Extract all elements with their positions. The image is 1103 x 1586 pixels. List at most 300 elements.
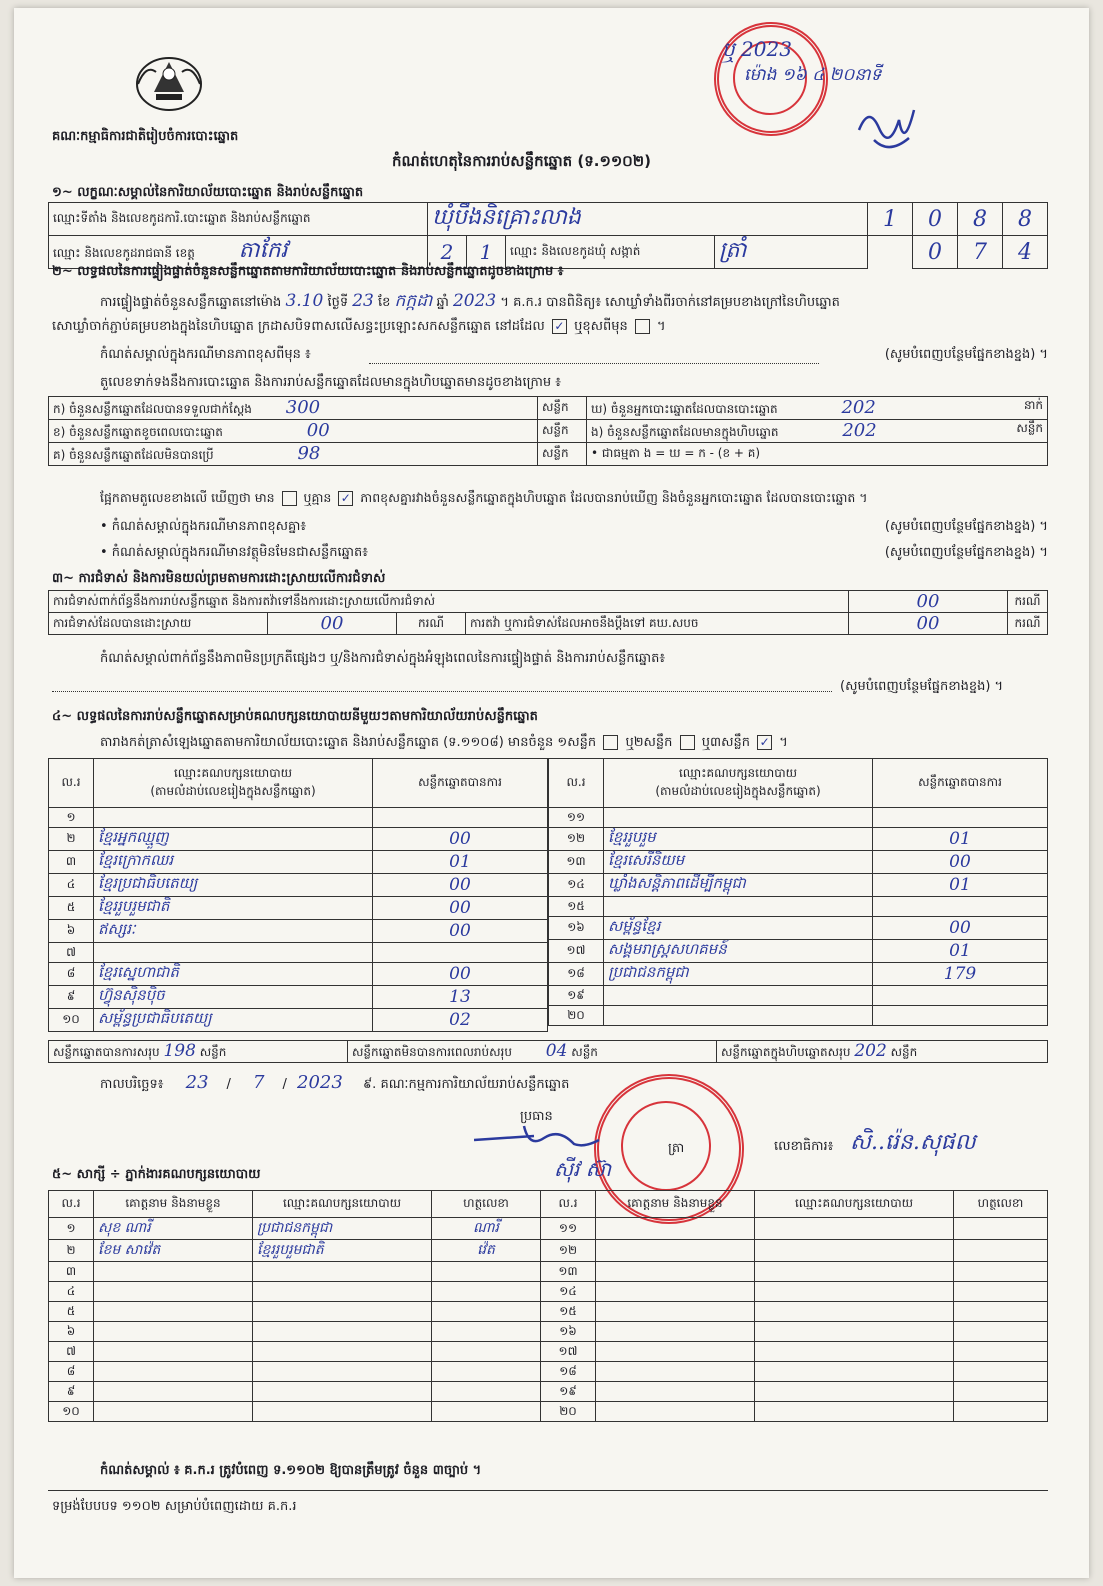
- date-label: កាលបរិច្ឆេទ៖: [100, 1077, 164, 1092]
- total-invalid: [348, 1041, 717, 1063]
- row-no: ២: [49, 828, 94, 851]
- verify-time: 3.10: [285, 291, 324, 311]
- witness-signature: [954, 1362, 1048, 1382]
- chair-name: ស៊ីវ ស៊ា: [554, 1157, 612, 1181]
- count-e-value: 202: [842, 420, 877, 441]
- changed-label: ឬខុសពីមុន: [574, 319, 628, 334]
- location-code-digit: 1: [868, 203, 913, 236]
- table-row: [549, 1006, 1048, 1026]
- date-month: 7: [253, 1072, 265, 1093]
- row-no: ១១: [549, 808, 604, 828]
- table-row: [549, 963, 1048, 986]
- party-name: ខ្មែរក្រោកឈរ: [94, 851, 373, 874]
- complaint-value: 00: [849, 591, 1008, 613]
- verify-text-d: ឆ្នាំ: [436, 295, 449, 310]
- witness-signature: [432, 1342, 541, 1362]
- diff-note-fill: (សូមបំពេញបន្ថែមផ្នែកខាងខ្នង) ។: [884, 347, 1048, 362]
- col-party-subtitle: (តាមលំដាប់លេខរៀងក្នុងសន្លឹកឆ្នោត): [150, 784, 316, 798]
- witness-name: [94, 1262, 253, 1282]
- results-table-left: [48, 758, 548, 1032]
- vote-count: [873, 986, 1048, 1006]
- col-party-header: [604, 759, 873, 808]
- witness-party: [755, 1262, 954, 1282]
- total-box: [717, 1041, 1048, 1063]
- witness-name: [94, 1302, 253, 1322]
- party-name: សង្គមរាស្ត្រសហគមន៍: [604, 940, 873, 963]
- count-row-d: [587, 397, 1048, 420]
- table-row: [49, 1262, 1048, 1282]
- row-no: ៧: [49, 943, 94, 963]
- witness-signature: [954, 1262, 1048, 1282]
- witness-party: [253, 1382, 432, 1402]
- witness-name: [596, 1382, 755, 1402]
- row-no: ១៧: [549, 940, 604, 963]
- witness-name: [596, 1282, 755, 1302]
- col-party-title: ឈ្មោះគណបក្សនយោបាយ: [173, 766, 293, 780]
- witness-name: សុខ ណារី: [94, 1218, 253, 1240]
- location-value: [428, 203, 868, 236]
- vote-count: 00: [373, 897, 548, 920]
- party-name: [604, 1006, 873, 1026]
- date-day: 23: [185, 1072, 209, 1093]
- commune-label: ឈ្មោះ និងលេខកូដឃុំ សង្កាត់: [506, 236, 715, 269]
- party-name: ខ្មែរប្រជាធិបតេយ្យ: [94, 874, 373, 897]
- total-invalid-value: 04: [545, 1041, 568, 1061]
- table-row: [49, 874, 548, 897]
- witness-party: [755, 1282, 954, 1302]
- row-no: ១៤: [549, 874, 604, 897]
- vote-count: [873, 897, 1048, 917]
- secretary-title: លេខាធិការ៖: [774, 1139, 834, 1154]
- compare-line: [100, 490, 868, 509]
- vote-count: [373, 943, 548, 963]
- witness-signature: [432, 1362, 541, 1382]
- table-row: [49, 943, 548, 963]
- vote-count: 00: [873, 917, 1048, 940]
- section2-heading: ២~ លទ្ធផលនៃការផ្ទៀងផ្ទាត់ចំនួនសន្លឹកឆ្នោតតាមការិយាល័យបោះឆ្នោត និងរាប់សន្លឹកឆ្នោតដូចខាងក្រោម ៖: [52, 264, 564, 279]
- row-no: ២០: [541, 1402, 596, 1422]
- witness-party: [755, 1240, 954, 1262]
- party-name: ឃ្លាំងសន្តិភាពដើម្បីកម្ពុជា: [604, 874, 873, 897]
- verify-month: កក្កដា: [394, 291, 433, 311]
- three-sheets-checkbox[interactable]: ✓: [757, 735, 772, 750]
- row-no: ១៥: [549, 897, 604, 917]
- complaint-unit: ករណី: [1008, 591, 1048, 613]
- party-name: សម្ព័ន្ធខ្មែរ: [604, 917, 873, 940]
- row-no: ១៣: [549, 851, 604, 874]
- table-row: [49, 808, 548, 828]
- location-value-text: ឃុំបឹងនិគ្រោះលាង: [432, 205, 581, 230]
- total-invalid-label: សន្លឹកឆ្នោតមិនបានការពេលរាប់សរុប: [352, 1045, 512, 1059]
- count-a-value: 300: [285, 397, 321, 418]
- org-name: គណៈកម្មាធិការជាតិរៀបចំការបោះឆ្នោត: [52, 129, 239, 144]
- nec-logo: [126, 44, 212, 116]
- table-row: [49, 1362, 1048, 1382]
- row-no: ៨: [49, 1362, 94, 1382]
- complaint-table: [48, 590, 1048, 635]
- witness-name: ខែម សាវ៉េត: [94, 1240, 253, 1262]
- count-c-label: គ) ចំនួនសន្លឹកឆ្នោតដែលមិនបានប្រើ: [53, 448, 214, 462]
- witness-party: [253, 1402, 432, 1422]
- witness-name: [596, 1362, 755, 1382]
- tally-intro: តារាងកត់ត្រាសំឡេងឆ្នោតតាមការិយាល័យបោះឆ្នោត និងរាប់សន្លឹកឆ្នោត (ទ.១១០៨) មានចំនួន ១សន្លឹក: [100, 735, 597, 750]
- count-intro: តួលេខទាក់ទងនឹងការបោះឆ្នោត និងការរាប់សន្លឹកឆ្នោតដែលមានក្នុងហិបឆ្នោតមានដូចខាងក្រោម ៖: [100, 375, 561, 390]
- w-col-sign: ហត្ថលេខា: [432, 1191, 541, 1218]
- appeal-unit: ករណី: [1008, 613, 1048, 635]
- vote-count: 00: [373, 874, 548, 897]
- chair-signature: [474, 1118, 604, 1158]
- vote-count: [873, 808, 1048, 828]
- row-no: ១៦: [541, 1322, 596, 1342]
- table-row: [49, 1218, 1048, 1240]
- table-row: [549, 874, 1048, 897]
- witness-signature: វ៉េត: [432, 1240, 541, 1262]
- total-box-label: សន្លឹកឆ្នោតក្នុងហិបឆ្នោតសរុប: [721, 1045, 851, 1059]
- witness-party: [253, 1302, 432, 1322]
- row-no: ៦: [49, 1322, 94, 1342]
- table-row: [549, 851, 1048, 874]
- witness-signature: [432, 1382, 541, 1402]
- vote-count: 00: [873, 851, 1048, 874]
- location-code-digit: 8: [958, 203, 1003, 236]
- row-no: ១៣: [541, 1262, 596, 1282]
- witness-name: [94, 1402, 253, 1422]
- table-row: [549, 940, 1048, 963]
- row-no: ១២: [549, 828, 604, 851]
- party-name: [604, 808, 873, 828]
- witness-signature: [954, 1342, 1048, 1362]
- vote-count: 01: [873, 828, 1048, 851]
- table-row: [49, 920, 548, 943]
- appeal-value: 00: [849, 613, 1008, 635]
- table-row: [49, 1342, 1048, 1362]
- row-no: ១០: [49, 1009, 94, 1032]
- witness-signature: [432, 1322, 541, 1342]
- compare-text-c: ភាពខុសគ្នារវាងចំនួនសន្លឹកឆ្នោតក្នុងហិបឆ្នោត ដែលបានរាប់ឃើញ និងចំនួនអ្នកបោះឆ្នោត ដែលបានបោះឆ្នោត ។: [360, 490, 868, 505]
- form-sheet: [14, 8, 1089, 1578]
- object-note-line: [100, 544, 1048, 563]
- count-c-value: 98: [297, 443, 321, 464]
- witness-name: [596, 1218, 755, 1240]
- stamp-label: ត្រា: [668, 1141, 685, 1156]
- count-d-value: 202: [841, 397, 876, 418]
- row-no: ៣: [49, 1262, 94, 1282]
- secretary-name: សិ..រ៉េន.សុផល: [850, 1130, 976, 1155]
- row-no: ៨: [49, 963, 94, 986]
- witness-party: [253, 1322, 432, 1342]
- compare-text-b: ឬគ្មាន: [303, 490, 332, 505]
- count-b-label: ខ) ចំនួនសន្លឹកឆ្នោតខូចពេលបោះឆ្នោត: [53, 425, 223, 439]
- section5-heading: ៥~ សាក្សី ÷ ភ្នាក់ងារគណបក្សនយោបាយ: [52, 1167, 261, 1182]
- table-row: [549, 828, 1048, 851]
- witness-signature: [954, 1240, 1048, 1262]
- witness-party: [755, 1218, 954, 1240]
- row-no: ១៩: [549, 986, 604, 1006]
- row-no: ៧: [49, 1342, 94, 1362]
- vote-count: 00: [373, 828, 548, 851]
- appeal-label: ការតវ៉ា ឬការជំទាស់ដែលអាចនឹងប្តឹងទៅ គឃ.សបច: [466, 613, 849, 635]
- province-label-text: ឈ្មោះ និងលេខកូដរាជធានី ខេត្ត: [53, 246, 195, 260]
- row-no: ៩: [49, 1382, 94, 1402]
- w-col-no: ល.រ: [49, 1191, 94, 1218]
- witness-name: [94, 1362, 253, 1382]
- table-row: [549, 808, 1048, 828]
- compare-text-a: ផ្អែកតាមតួលេខខាងលើ ឃើញថា មាន: [100, 490, 275, 505]
- commune-code-digit: 7: [958, 236, 1003, 269]
- witness-signature: [954, 1402, 1048, 1422]
- count-a-label: ក) ចំនួនសន្លឹកឆ្នោតដែលបានទទួលជាក់ស្តែង: [53, 402, 252, 416]
- witness-name: [94, 1322, 253, 1342]
- witness-signature: [432, 1262, 541, 1282]
- commune-code-digit: 4: [1003, 236, 1048, 269]
- tally-sheet-line: តារាងកត់ត្រាសំឡេងឆ្នោតតាមការិយាល័យបោះឆ្នោត និងរាប់សន្លឹកឆ្នោត (ទ.១១០៨) មានចំនួន ១សន្លឹក ឬ២សន្លឹក ឬ៣សន្លឹក ✓ ។: [100, 735, 788, 750]
- witness-signature: [432, 1282, 541, 1302]
- table-row: [49, 1322, 1048, 1342]
- row-no: ៤: [49, 874, 94, 897]
- verify-year: 2023: [452, 291, 497, 311]
- vote-count: 01: [873, 940, 1048, 963]
- count-e-unit: សន្លឹក: [1016, 421, 1043, 435]
- party-name: ខ្មែរស្នេហាជាតិ: [94, 963, 373, 986]
- commune-code-digit: 0: [913, 236, 958, 269]
- location-code-digit: 0: [913, 203, 958, 236]
- vote-count: 179: [873, 963, 1048, 986]
- party-name: [94, 943, 373, 963]
- complaint-label: ការជំទាស់ពាក់ព័ន្ធនឹងការរាប់សន្លឹកឆ្នោត និងការតវ៉ាទៅនឹងការដោះស្រាយលើការជំទាស់: [49, 591, 849, 613]
- committee-label: ៩. គណៈកម្មការការិយាល័យរាប់សន្លឹកឆ្នោត: [362, 1077, 570, 1092]
- witness-name: [596, 1240, 755, 1262]
- party-name: [94, 808, 373, 828]
- row-no: ៥: [49, 1302, 94, 1322]
- witness-table: [48, 1190, 1048, 1422]
- three-sheets-label: ឬ៣សន្លឹក: [701, 735, 750, 750]
- seal-paragraph: សោឃ្លាំចាក់ភ្ជាប់គម្របខាងក្នុងនៃហិបឆ្នោត ក្រដាសបិទពាសលើសន្ធះប្រឡោះសកសន្លឹកឆ្នោត នៅដដែល ✓ ឬខុសពីមុន ។: [52, 319, 666, 334]
- party-name: ឥស្សរៈ: [94, 920, 373, 943]
- table-row: [549, 986, 1048, 1006]
- form-note: ទម្រង់បែបបទ ១១០២ សម្រាប់បំពេញដោយ គ.ក.រ: [52, 1499, 297, 1514]
- witness-name: [596, 1342, 755, 1362]
- row-no: ៦: [49, 920, 94, 943]
- witness-signature: [954, 1322, 1048, 1342]
- col-votes-header: សន្លឹកឆ្នោតបានការ: [873, 759, 1048, 808]
- location-code-digit: 8: [1003, 203, 1048, 236]
- row-no: ១៨: [549, 963, 604, 986]
- row-no: ២០: [549, 1006, 604, 1026]
- count-table: [48, 396, 1048, 466]
- object-note-fill: (សូមបំពេញបន្ថែមផ្នែកខាងខ្នង) ។: [884, 545, 1048, 560]
- row-no: ១៩: [541, 1382, 596, 1402]
- section4-heading: ៤~ លទ្ធផលនៃការរាប់សន្លឹកឆ្នោតសម្រាប់គណបក្សនយោបាយនីមួយៗតាមការិយាល័យរាប់សន្លឹកឆ្នោត: [52, 709, 538, 724]
- resolved-unit: ករណី: [397, 613, 466, 635]
- vote-count: [373, 808, 548, 828]
- section1-table: [48, 202, 1048, 269]
- row-no: ១: [49, 808, 94, 828]
- stamp-date-text: ឬ 2023: [722, 37, 792, 61]
- row-no: ៥: [49, 897, 94, 920]
- row-no: ១៤: [541, 1282, 596, 1302]
- witness-party: [755, 1382, 954, 1402]
- table-row: [49, 1240, 1048, 1262]
- col-no-header: ល.រ: [549, 759, 604, 808]
- row-no: ២: [49, 1240, 94, 1262]
- vote-count: 00: [373, 920, 548, 943]
- party-name: ខ្មែររួបរួមជាតិ: [94, 897, 373, 920]
- irregularity-note: កំណត់សម្គាល់ពាក់ព័ន្ធនឹងភាពមិនប្រក្រតីផ្សេងៗ ឬ/និងការជំទាស់ក្នុងអំឡុងពេលនៃការផ្ទៀងផ្ទាត់ និងការរាប់សន្លឹកឆ្នោត៖: [100, 651, 666, 666]
- witness-party: [755, 1322, 954, 1342]
- count-formula: • ជាធម្មតា ង = ឃ = ក - (ខ + គ): [587, 443, 1048, 466]
- count-row-e: [587, 420, 1048, 443]
- section1-heading: ១~ លក្ខណៈសម្គាល់នៃការិយាល័យបោះឆ្នោត និងរាប់សន្លឹកឆ្នោត: [52, 185, 364, 200]
- date-year: 2023: [297, 1072, 343, 1093]
- verification-paragraph: [100, 290, 840, 315]
- total-invalid-unit: សន្លឹក: [571, 1045, 598, 1059]
- total-valid: [49, 1041, 348, 1063]
- two-sheets-label: ឬ២សន្លឹក: [625, 735, 673, 750]
- witness-party: [253, 1342, 432, 1362]
- verify-text-a: ការផ្ទៀងផ្ទាត់ចំនួនសន្លឹកឆ្នោតនៅម៉ោង: [100, 295, 282, 310]
- vote-count: 00: [373, 963, 548, 986]
- witness-name: [94, 1382, 253, 1402]
- row-no: ១០: [49, 1402, 94, 1422]
- row-no: ១២: [541, 1240, 596, 1262]
- witness-signature: [954, 1302, 1048, 1322]
- witness-party: [755, 1402, 954, 1422]
- col-party-header: [94, 759, 373, 808]
- count-c-unit: សន្លឹក: [538, 443, 587, 466]
- row-no: ១៧: [541, 1342, 596, 1362]
- row-no: ៩: [49, 986, 94, 1009]
- witness-signature: [954, 1382, 1048, 1402]
- count-d-unit: នាក់: [1023, 398, 1043, 412]
- count-a-unit: សន្លឹក: [538, 397, 587, 420]
- province-code-digit: 2: [428, 236, 467, 269]
- one-sheet-checkbox[interactable]: [603, 735, 618, 750]
- total-valid-value: 198: [163, 1041, 196, 1061]
- w-col-party: ឈ្មោះគណបក្សនយោបាយ: [253, 1191, 432, 1218]
- witness-party: ខ្មែររួបរួមជាតិ: [253, 1240, 432, 1262]
- changed-checkbox[interactable]: [635, 319, 650, 334]
- witness-party: [755, 1342, 954, 1362]
- results-table-right: [548, 758, 1048, 1026]
- object-note-label: • កំណត់សម្គាល់ក្នុងករណីមានវត្ថុមិនមែនជាសន្លឹកឆ្នោត៖: [100, 545, 368, 560]
- party-name: ខ្មែរសេរីនិយម: [604, 851, 873, 874]
- secretary-label: លេខាធិការ: [774, 1139, 828, 1154]
- table-row: [49, 1282, 1048, 1302]
- vote-count: 13: [373, 986, 548, 1009]
- witness-name: [94, 1282, 253, 1302]
- col-votes-header: សន្លឹកឆ្នោតបានការ: [373, 759, 548, 808]
- table-row: [49, 1382, 1048, 1402]
- verify-day: 23: [352, 291, 374, 311]
- w-col-name: គោត្តនាម និងនាមខ្លួន: [94, 1191, 253, 1218]
- table-row: [549, 897, 1048, 917]
- witness-signature: [432, 1402, 541, 1422]
- count-row-a: [49, 397, 538, 420]
- witness-party: [253, 1362, 432, 1382]
- witness-name: [596, 1262, 755, 1282]
- row-no: ១: [49, 1218, 94, 1240]
- witness-signature: ណារី: [432, 1218, 541, 1240]
- table-row: [49, 963, 548, 986]
- table-row: [49, 1402, 1048, 1422]
- table-row: [49, 1302, 1048, 1322]
- table-row: [49, 986, 548, 1009]
- col-party-subtitle: (តាមលំដាប់លេខរៀងក្នុងសន្លឹកឆ្នោត): [655, 784, 821, 798]
- footnote: កំណត់សម្គាល់ ៖ គ.ក.រ ត្រូវបំពេញ ទ.១១០២ ឱ្យបានត្រឹមត្រូវ ចំនួន ៣ច្បាប់ ។: [100, 1463, 482, 1478]
- stamp-time-text: ម៉ោង ១៦ ៤ ២០នាទី: [744, 65, 882, 85]
- same-note-fill: (សូមបំពេញបន្ថែមផ្នែកខាងខ្នង) ។: [884, 519, 1048, 534]
- witness-name: [596, 1322, 755, 1342]
- count-b-value: 00: [306, 420, 330, 441]
- witness-name: [94, 1342, 253, 1362]
- province-value: តាកែវ: [238, 238, 288, 263]
- count-row-c: [49, 443, 538, 466]
- witness-party: [755, 1302, 954, 1322]
- party-name: [604, 986, 873, 1006]
- w-col-no: ល.រ: [541, 1191, 596, 1218]
- witness-party: [755, 1362, 954, 1382]
- witness-signature: [432, 1302, 541, 1322]
- w-col-party: ឈ្មោះគណបក្សនយោបាយ: [755, 1191, 954, 1218]
- col-no-header: ល.រ: [49, 759, 94, 808]
- witness-party: [253, 1262, 432, 1282]
- vote-count: 02: [373, 1009, 548, 1032]
- no-diff-checkbox[interactable]: ✓: [338, 491, 353, 506]
- row-no: ១១: [541, 1218, 596, 1240]
- row-no: ១៨: [541, 1362, 596, 1382]
- col-party-title: ឈ្មោះគណបក្សនយោបាយ: [678, 766, 798, 780]
- witness-name: [596, 1402, 755, 1422]
- seal-text: សោឃ្លាំចាក់ភ្ជាប់គម្របខាងក្នុងនៃហិបឆ្នោត ក្រដាសបិទពាសលើសន្ធះប្រឡោះសកសន្លឹកឆ្នោត នៅដដែល: [52, 319, 545, 334]
- has-diff-checkbox[interactable]: [282, 491, 297, 506]
- witness-signature: [954, 1218, 1048, 1240]
- count-row-b: [49, 420, 538, 443]
- two-sheets-checkbox[interactable]: [680, 735, 695, 750]
- row-no: ១៥: [541, 1302, 596, 1322]
- unchanged-checkbox[interactable]: ✓: [552, 319, 567, 334]
- section3-heading: ៣~ ការជំទាស់ និងការមិនយល់ព្រមតាមការដោះស្រាយលើការជំទាស់: [52, 571, 386, 586]
- vote-count: [873, 1006, 1048, 1026]
- count-d-label: ឃ) ចំនួនអ្នកបោះឆ្នោតដែលបានបោះឆ្នោត: [591, 402, 778, 416]
- row-no: ៤: [49, 1282, 94, 1302]
- date-line: កាលបរិច្ឆេទ៖ 23 / 7 / 2023 ៩. គណៈកម្មការការិយាល័យរាប់សន្លឹកឆ្នោត: [100, 1072, 570, 1093]
- party-name: [604, 897, 873, 917]
- table-row: [49, 851, 548, 874]
- location-label: ឈ្មោះទីតាំង និងលេខកូដការិ.បោះឆ្នោត និងរាប់សន្លឹកឆ្នោត: [49, 203, 428, 236]
- party-name: ខ្មែររួបរួម: [604, 828, 873, 851]
- verify-text-b: ថ្ងៃទី: [327, 295, 349, 310]
- resolved-value: 00: [268, 613, 397, 635]
- table-row: [49, 897, 548, 920]
- party-name: ខ្មែរអ្នកឈ្មួញ: [94, 828, 373, 851]
- total-box-unit: សន្លឹក: [890, 1045, 918, 1059]
- province-code-digit: 1: [467, 236, 506, 269]
- verify-text-e: ។ គ.ក.រ បានពិនិត្យ៖ សោឃ្លាំទាំងពីរចាក់នៅគម្របខាងក្រៅនៃហិបឆ្នោត: [500, 295, 840, 310]
- party-name: ហ៊្វុនស៊ិនប៉ិច: [94, 986, 373, 1009]
- row-no: ៣: [49, 851, 94, 874]
- commune-value: ត្រាំ: [715, 236, 868, 269]
- w-col-sign: ហត្ថលេខា: [954, 1191, 1048, 1218]
- table-row: [49, 828, 548, 851]
- totals-table: [48, 1040, 1048, 1063]
- verify-text-c: ខែ: [378, 295, 391, 310]
- total-valid-label: សន្លឹកឆ្នោតបានការសរុប: [53, 1045, 160, 1059]
- diff-note-label: កំណត់សម្គាល់ក្នុងករណីមានភាពខុសពីមុន ៖: [100, 347, 311, 362]
- vote-count: 01: [873, 874, 1048, 897]
- count-e-label: ង) ចំនួនសន្លឹកឆ្នោតដែលមានក្នុងហិបឆ្នោត: [591, 425, 779, 439]
- row-no: ១៦: [549, 917, 604, 940]
- count-b-unit: សន្លឹក: [538, 420, 587, 443]
